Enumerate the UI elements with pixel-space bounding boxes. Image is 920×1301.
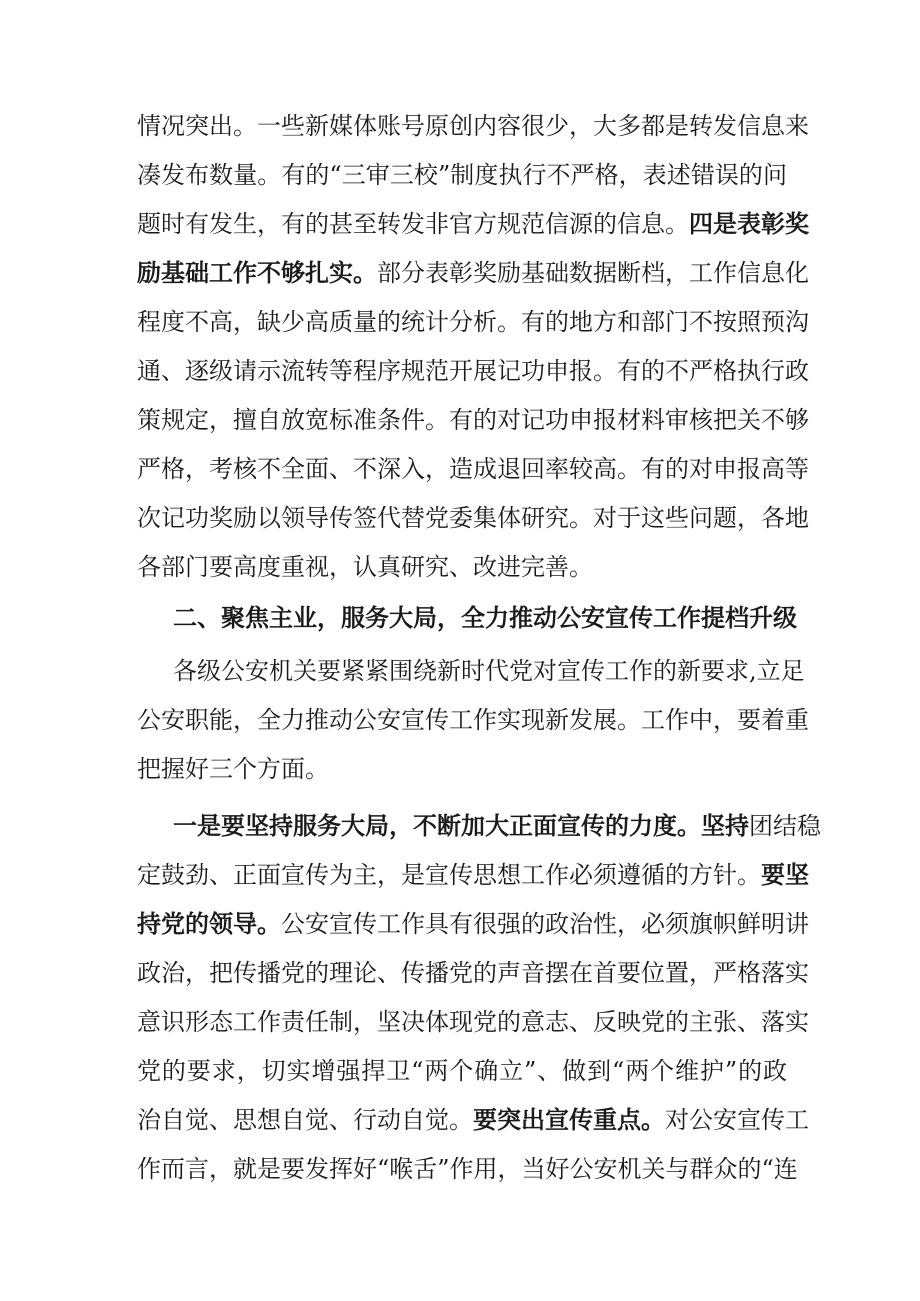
text-span: 党的要求，切实增强捍卫“两个确立”、做到“两个维护”的政 [137,1057,787,1085]
text-line [137,1051,787,1091]
text-line [137,302,809,342]
bold-text-span: 四是表彰奖 [689,210,809,238]
text-line [137,155,787,195]
text-span: 通、逐级请示流转等程序规范开展记功申报。有的不严格执行政 [137,357,809,385]
text-line [137,855,809,895]
bold-text-span: 要坚 [761,861,809,889]
bold-text-span: 一是要坚持服务大局，不断加大正面宣传的力度。 [173,812,701,840]
text-span: 严格，考核不全面、不深入，造成退回率较高。有的对申报高等 [137,455,809,483]
text-span: 程度不高，缺少高质量的统计分析。有的地方和部门不按照预沟 [137,308,809,336]
text-span: 策规定，擅自放宽标准条件。有的对记功申报材料审核把关不够 [137,406,809,434]
bold-text-span: 要突出宣传重点。 [473,1106,665,1134]
text-span: 部分表彰奖励基础数据断档，工作信息化 [377,259,809,287]
text-line [137,253,809,293]
text-line [173,806,821,846]
text-line [137,953,809,993]
text-span: 情况突出。一些新媒体账号原创内容很少，大多都是转发信息来 [137,112,809,140]
text-span: 治自觉、思想自觉、行动自觉。 [137,1106,473,1134]
text-span: 意识形态工作责任制，坚决体现党的意志、反映党的主张、落实 [137,1008,809,1036]
text-line [137,1002,809,1042]
text-line [137,1149,798,1189]
text-span: 作而言，就是要发挥好“喉舌”作用，当好公安机关与群众的“连 [137,1155,798,1183]
text-span: 各部门要高度重视，认真研究、改进完善。 [137,553,593,581]
text-line [137,749,787,789]
text-span: 政治，把传播党的理论、传播党的声音摆在首要位置，严格落实 [137,959,809,987]
text-line [137,904,809,944]
text-line [173,651,805,691]
text-line [137,498,809,538]
text-line [137,204,809,244]
text-line [137,106,809,146]
text-line [137,351,809,391]
text-line [137,700,809,740]
text-span: 定鼓劲、正面宣传为主，是宣传思想工作必须遵循的方针。 [137,861,761,889]
bold-text-span: 励基础工作不够扎实。 [137,259,377,287]
text-line [137,400,809,440]
text-span: 团结稳 [749,812,821,840]
text-line [137,449,809,489]
text-span: 公安职能，全力推动公安宣传工作实现新发展。工作中，要着重 [137,706,809,734]
text-span: 把握好三个方面。 [137,755,329,783]
text-line [137,1100,809,1140]
section-heading [173,598,797,638]
bold-text-span: 持党的领导。 [137,910,281,938]
text-span: 次记功奖励以领导传签代替党委集体研究。对于这些问题，各地 [137,504,809,532]
bold-text-span: 坚持 [701,812,749,840]
heading-text: 二、聚焦主业，服务大局，全力推动公安宣传工作提档升级 [173,604,797,632]
text-span: 对公安宣传工 [665,1106,809,1134]
text-span: 各级公安机关要紧紧围绕新时代党对宣传工作的新要求,立足 [173,657,805,685]
text-line [137,547,787,587]
text-span: 公安宣传工作具有很强的政治性，必须旗帜鲜明讲 [281,910,809,938]
text-span: 凑发布数量。有的“三审三校”制度执行不严格，表述错误的问 [137,161,787,189]
text-span: 题时有发生，有的甚至转发非官方规范信源的信息。 [137,210,689,238]
